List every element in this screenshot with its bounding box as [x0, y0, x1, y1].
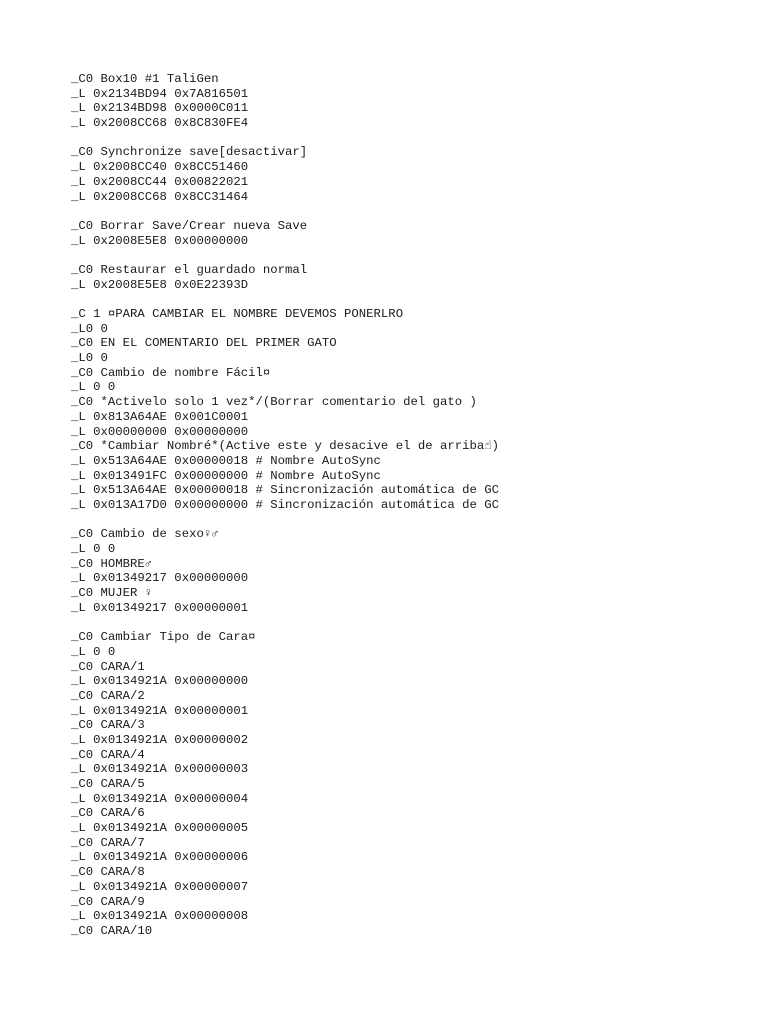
blank-line — [71, 615, 751, 630]
cheat-title-line: _C0 CARA/8 — [71, 865, 145, 880]
cheat-title-line: _C0 CARA/3 — [71, 718, 145, 733]
cheat-title-line: _C0 MUJER ♀ — [71, 586, 153, 601]
cheat-code-line: _L 0 0 — [71, 542, 116, 556]
cheat-code-line: _L 0x0134921A 0x00000007 — [71, 879, 249, 894]
cheat-title-line: _C0 *Activelo solo 1 vez*/(Borrar comentario del gato ) — [71, 395, 477, 410]
cheat-code-line: _L 0x0134921A 0x00000000 — [71, 674, 249, 689]
cheat-code-line: _L 0x0134921A 0x00000001 — [71, 703, 249, 718]
cheat-code-line: _L 0 0 — [71, 644, 116, 659]
blank-line — [71, 513, 751, 528]
cheat-code-line: _L 0x01349217 0x00000001 — [71, 600, 249, 615]
cheat-code-line: _L 0x2134BD98 0x0000C011 — [71, 101, 249, 116]
cheat-code-line: _L 0x2008E5E8 0x0E22393D — [71, 277, 249, 292]
cheat-title-line: _C0 CARA/2 — [71, 688, 145, 703]
cheat-code-line: _L 0x513A64AE 0x00000018 # Sincronización automática de GC — [71, 483, 500, 498]
cheat-title-line: _C0 EN EL COMENTARIO DEL PRIMER GATO — [71, 336, 337, 351]
cheat-code-line: _L 0x013A17D0 0x00000000 # Sincronización automática de GC — [71, 497, 500, 512]
cheat-code-line: _L 0x2008E5E8 0x00000000 — [71, 233, 249, 248]
cheat-title-line: _C0 *Cambiar Nombré*(Active este y desacive el de arriba☝) — [71, 439, 500, 454]
cheat-code-line: _L 0x2134BD94 0x7A816501 — [71, 86, 249, 101]
cheat-title-line: _C 1 ¤PARA CAMBIAR EL NOMBRE DEVEMOS PONERLRO — [71, 307, 404, 321]
cheat-title-line: _C0 CARA/9 — [71, 894, 145, 909]
cheat-code-line: _L 0x0134921A 0x00000004 — [71, 791, 249, 806]
blank-line — [71, 248, 751, 263]
cheat-code-line: _L 0x2008CC68 0x8CC31464 — [71, 189, 249, 204]
cheat-title-line: _C0 CARA/6 — [71, 806, 145, 821]
cheat-title-line: _C0 CARA/4 — [71, 747, 145, 762]
cheat-code-line: _L 0x813A64AE 0x001C0001 — [71, 409, 249, 424]
cheat-code-line: _L 0x0134921A 0x00000005 — [71, 821, 249, 836]
cheat-title-line: _C0 Cambio de sexo♀♂ — [71, 527, 219, 542]
cheat-code-line: _L 0x0134921A 0x00000002 — [71, 732, 249, 747]
cheat-code-line: _L 0x0134921A 0x00000008 — [71, 909, 249, 924]
cheat-title-line: _C0 CARA/7 — [71, 835, 145, 850]
cheat-title-line: _C0 CARA/10 — [71, 923, 153, 938]
cheat-code-line: _L0 0 — [71, 321, 108, 336]
cheat-code-line: _L 0x2008CC44 0x00822021 — [71, 174, 249, 189]
cheat-title-line: _C0 Cambiar Tipo de Cara¤ — [71, 630, 256, 645]
cheat-code-line: _L 0x00000000 0x00000000 — [71, 424, 249, 439]
cheat-title-line: _C0 Box10 #1 TaliGen — [71, 72, 219, 86]
blank-line — [71, 131, 751, 146]
cheat-title-line: _C0 Cambio de nombre Fácil¤ — [71, 365, 271, 380]
cheat-code-line: _L 0x0134921A 0x00000003 — [71, 762, 249, 777]
cheat-code-line: _L 0x2008CC40 0x8CC51460 — [71, 160, 249, 175]
cheat-title-line: _C0 HOMBRE♂ — [71, 556, 153, 571]
blank-line — [71, 204, 751, 219]
cheat-code-line: _L 0x01349217 0x00000000 — [71, 571, 249, 586]
cheat-code-line: _L 0x2008CC68 0x8C830FE4 — [71, 116, 249, 131]
cheat-code-line: _L 0x013491FC 0x00000000 # Nombre AutoSync — [71, 468, 381, 483]
cheat-title-line: _C0 CARA/5 — [71, 777, 145, 791]
cheat-title-line: _C0 Synchronize save[desactivar] — [71, 145, 308, 160]
cheat-code-line: _L 0 0 — [71, 380, 116, 395]
cheat-title-line: _C0 Borrar Save/Crear nueva Save — [71, 218, 308, 233]
cheat-title-line: _C0 Restaurar el guardado normal — [71, 262, 308, 277]
cheat-code-line: _L0 0 — [71, 351, 108, 366]
cheat-title-line: _C0 CARA/1 — [71, 659, 145, 674]
cheat-code-line: _L 0x0134921A 0x00000006 — [71, 850, 249, 865]
blank-line — [71, 292, 751, 307]
cheat-code-line: _L 0x513A64AE 0x00000018 # Nombre AutoSync — [71, 453, 381, 468]
document-page — [71, 72, 751, 939]
